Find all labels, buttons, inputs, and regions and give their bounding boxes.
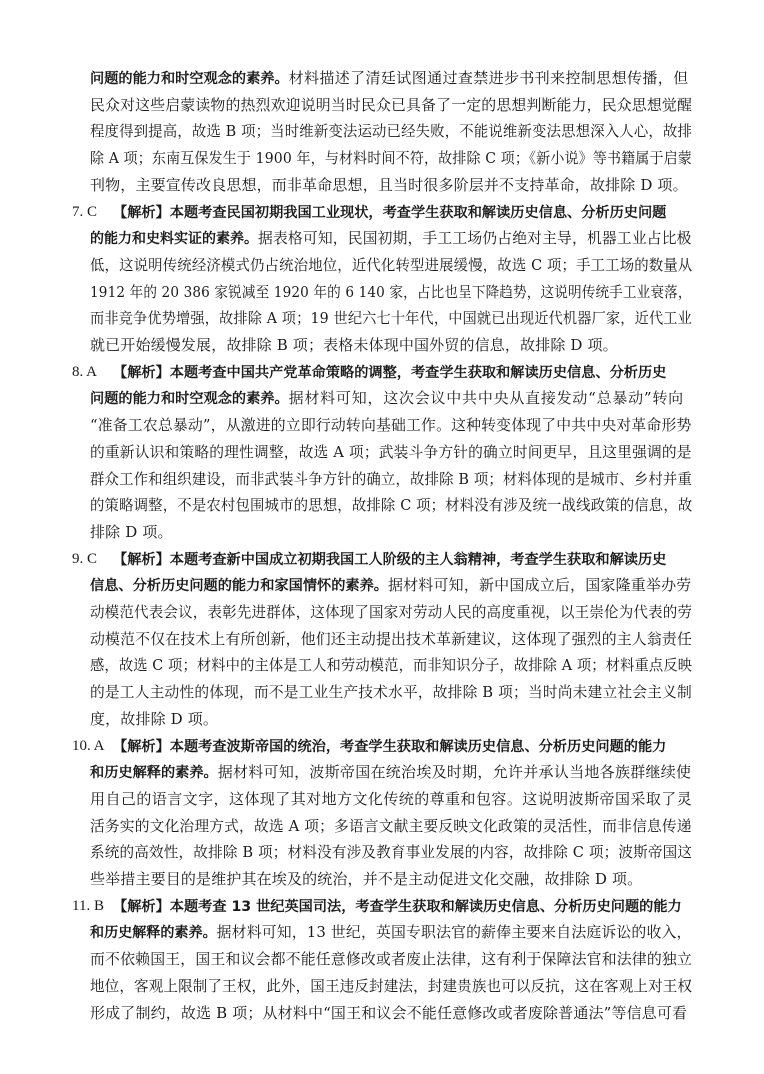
- body-text: 就已开始缓慢发展，故排除 B 项；表格未体现中国外贸的信息，故排除 D 项。: [90, 336, 618, 354]
- body-text: 1912 年的 20 386 家锐减至 1920 年的 6 140 家，占比也呈下降趋势，这说明传统手工业衰落，: [90, 282, 692, 301]
- bold-heading-text: 信息、分析历史问题的能力和家国情怀的素养。: [90, 578, 388, 595]
- text-line: [90, 602, 692, 622]
- body-text: 活务实的文化治理方式，故选 A 项；多语言文献主要反映文化政策的灵活性，而非信息传递: [90, 816, 692, 835]
- body-text: 据材料可知，波斯帝国在统治埃及时期，允许并承认当地各族群继续使: [217, 763, 692, 782]
- text-line: [90, 762, 691, 783]
- body-text: 材料描述了清廷试图通过查禁进步书刊来控制思想传播，但: [288, 69, 689, 87]
- text-line: [90, 228, 692, 249]
- body-text: 据材料可知，13 世纪，英国专职法官的薪俸主要来自法庭诉讼的收入，: [216, 923, 692, 942]
- bold-heading-text: 【解析】本题考查波斯帝国的统治，考查学生获取和解读历史信息、分析历史问题的能力: [113, 738, 667, 755]
- question-number: 9. C: [72, 550, 98, 567]
- text-line: [90, 869, 642, 889]
- bold-heading-text: 的能力和史料实证的素养。: [90, 231, 259, 248]
- body-text: 动模范代表会议，表彰先进群体，这体现了国家对劳动人民的高度重视，以王崇伦为代表的劳: [90, 603, 693, 621]
- text-line: [113, 896, 682, 917]
- text-line: [90, 308, 692, 328]
- body-text: 群众工作和组织建设，而非武装斗争方针的确立，故排除 B 项；材料体现的是城市、乡村并重: [90, 469, 693, 488]
- body-text: 些举措主要目的是维护其在埃及的统治，并不是主动促进文化交融，故排除 D 项。: [90, 870, 643, 888]
- text-line: [90, 682, 692, 702]
- body-text: 据材料可知，新中国成立后，国家隆重举办劳: [387, 576, 692, 595]
- body-text: 程度得到提高，故选 B 项；当时维新变法运动已经失败，不能说维新变法思想深入人心，故排: [90, 122, 693, 141]
- body-text: “准备工农总暴动”，从激进的立即行动转向基础工作。这种转变体现了中共中央对革命形势: [90, 416, 692, 435]
- text-line: [90, 175, 688, 195]
- body-text: 民众对这些启蒙读物的热烈欢迎说明当时民众已具备了一定的思想判断能力，民众思想觉醒: [90, 95, 693, 114]
- text-line: [90, 415, 692, 435]
- text-line: [90, 922, 692, 943]
- body-text: 据表格可知，民国初期，手工工场仍占绝对主导，机器工业占比极: [258, 229, 692, 248]
- text-line: [90, 442, 692, 462]
- bold-heading-text: 【解析】本题考查 13 世纪英国司法，考查学生获取和解读历史信息、分析历史问题的能力: [113, 898, 682, 915]
- text-line: [113, 549, 666, 570]
- bold-heading-text: 和历史解释的素养。: [90, 925, 217, 942]
- bold-heading-text: 问题的能力和时空观念的素养。: [90, 71, 289, 87]
- body-text: 感，故选 C 项；材料中的主体是工人和劳动模范，而非知识分子，故排除 A 项；材料重点反映: [90, 656, 693, 675]
- body-text: 用自己的语言文字，这体现了其对地方文化传统的尊重和包容。这说明波斯帝国采取了灵: [90, 789, 693, 808]
- text-line: [90, 816, 692, 836]
- question-number: 10. A: [72, 737, 105, 754]
- bold-heading-text: 【解析】本题考查中国共产党革命策略的调整，考查学生获取和解读历史信息、分析历史: [113, 364, 667, 381]
- text-line: [90, 522, 173, 542]
- body-text: 动模范不仅在技术上有所创新，他们还主动提出技术革新建议，这体现了强烈的主人翁责任: [90, 629, 693, 648]
- text-line: [90, 68, 689, 89]
- text-line: [113, 202, 666, 223]
- body-text: 低，这说明传统经济模式仍占统治地位，近代化转型进展缓慢，故选 C 项；手工工场的数量从: [90, 255, 693, 274]
- body-text: 系统的高效性，故排除 B 项；材料没有涉及教育事业发展的内容，故排除 C 项；波斯帝国这: [90, 843, 693, 862]
- text-line: [90, 575, 691, 596]
- body-text: 据材料可知，这次会议中共中央从直接发动“总暴动”转向: [288, 389, 684, 408]
- text-line: [90, 709, 218, 729]
- body-text: 地位，客观上限制了王权，此外，国王违反封建法，封建贵族也可以反抗，这在客观上对王权: [90, 976, 693, 995]
- body-text: 形成了制约，故选 B 项；从材料中“国王和议会不能任意修改或者废除普通法”等信息可看: [90, 1003, 688, 1022]
- text-line: [90, 469, 692, 489]
- text-line: [90, 282, 692, 302]
- text-line: [90, 495, 692, 515]
- text-line: [90, 388, 684, 409]
- body-text: 排除 D 项。: [90, 522, 173, 541]
- bold-heading-text: 【解析】本题考查民国初期我国工业现状，考查学生获取和解读历史信息、分析历史问题: [113, 204, 667, 221]
- text-line: [90, 1003, 687, 1023]
- text-line: [90, 655, 692, 675]
- body-text: 的策略调整，不是农村包围城市的思想，故排除 C 项；材料没有涉及统一战线政策的信息，故: [90, 496, 693, 515]
- bold-heading-text: 【解析】本题考查新中国成立初期我国工人阶级的主人翁精神，考查学生获取和解读历史: [113, 551, 667, 568]
- bold-heading-text: 和历史解释的素养。: [90, 765, 218, 782]
- text-line: [90, 842, 692, 862]
- text-line: [90, 949, 692, 969]
- question-number: 7. C: [72, 203, 98, 220]
- text-line: [90, 629, 692, 649]
- body-text: 的是工人主动性的体现，而不是工业生产技术水平，故排除 B 项；当时尚未建立社会主义制: [90, 683, 692, 702]
- text-line: [90, 148, 692, 168]
- text-line: [90, 95, 692, 115]
- question-number: 8. A: [72, 363, 98, 380]
- body-text: 度，故排除 D 项。: [90, 709, 219, 728]
- text-line: [90, 789, 692, 809]
- text-line: [90, 255, 692, 275]
- text-line: [90, 121, 692, 141]
- body-text: 的重新认识和策略的理性调整，故选 A 项；武装斗争方针的确立时间更早，且这里强调的是: [90, 442, 692, 461]
- text-line: [90, 976, 692, 996]
- text-line: [90, 335, 618, 355]
- bold-heading-text: 问题的能力和时空观念的素养。: [90, 391, 289, 408]
- body-text: 刊物，主要宣传改良思想，而非革命思想，且当时很多阶层并不支持革命，故排除 D 项。: [90, 175, 688, 194]
- body-text: 而非竞争优势增强，故排除 A 项；19 世纪六七十年代，中国就已出现近代机器厂家，近代工业: [90, 309, 692, 328]
- question-number: 11. B: [72, 897, 104, 914]
- text-line: [113, 736, 666, 757]
- body-text: 除 A 项；东南互保发生于 1900 年，与材料时间不符，故排除 C 项；《新小说》等书籍属于启蒙: [90, 149, 692, 168]
- text-line: [113, 362, 666, 383]
- body-text: 而不依赖国王，国王和议会都不能任意修改或者废止法律，这有利于保障法官和法律的独立: [90, 950, 693, 969]
